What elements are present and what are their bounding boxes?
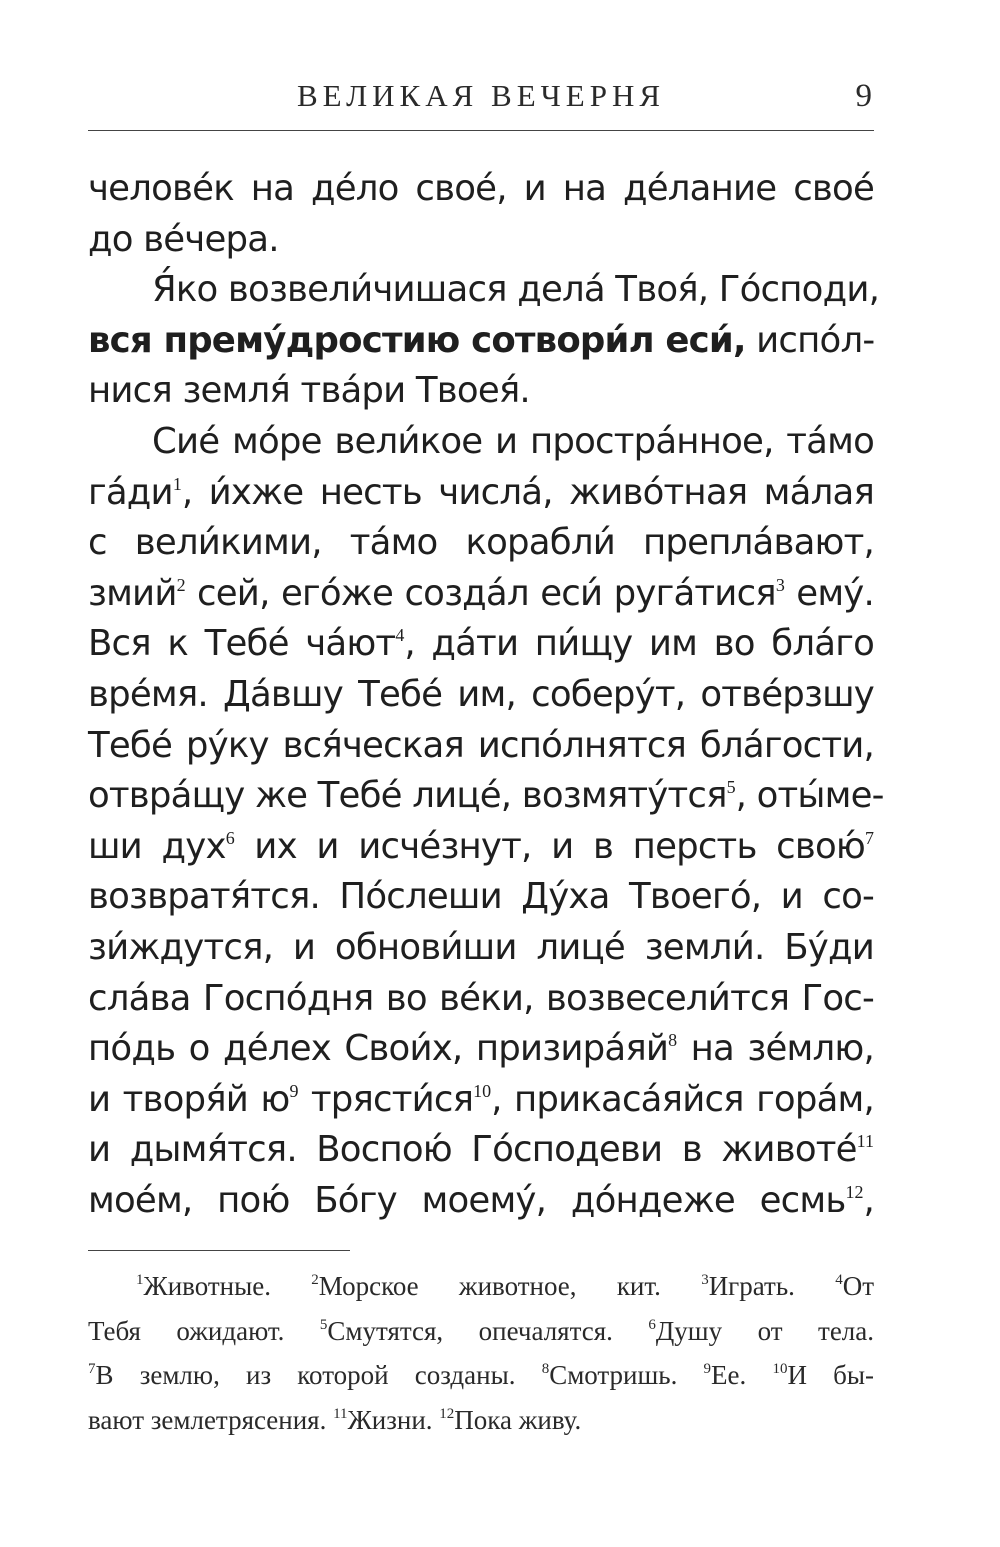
footnote-mark: 11 bbox=[856, 1131, 874, 1152]
page-number: 9 bbox=[855, 78, 872, 114]
text-line: и творя́й $ю^9$ $трясти́ся^{10}$, прикаса́яйся гора́м, bbox=[88, 1078, 874, 1120]
footnotes bbox=[88, 1264, 874, 1442]
main-text bbox=[88, 164, 884, 1226]
text-line: $га́ди^1$, и́хже несть числа́, живо́тная ма́лая bbox=[88, 471, 874, 513]
footnote-12: Пока живу. bbox=[454, 1404, 582, 1435]
footnote-mark: 9 bbox=[289, 1080, 299, 1101]
text-line: Я́ко возвели́чишася дела́ Твоя́, Го́споди, bbox=[152, 269, 880, 311]
footnote-mark: 6 bbox=[225, 827, 235, 848]
text-line: Вся к Тебе́ $ча́ют^4$, да́ти пи́щу им во бла́го bbox=[88, 623, 874, 665]
text-line: отвра́щу же Тебе́ лице́, возмяту́тся$^5$, оты́ме- bbox=[88, 775, 884, 817]
footnote-6: Душу от тела. bbox=[655, 1315, 875, 1346]
footnote-5: Смутятся, опечалятся. bbox=[327, 1315, 613, 1346]
footnote-mark: 1 bbox=[172, 473, 182, 494]
footnote-mark: 12 bbox=[845, 1181, 864, 1202]
text-line: челове́к на де́ло свое́, и на де́лание свое́ bbox=[88, 168, 874, 209]
text-line: ши дух$^6$ их и исче́знут, и в персть свою́$^7$ bbox=[88, 825, 874, 867]
footnote-mark: 4 bbox=[395, 625, 405, 646]
text-line: до ве́чера. bbox=[88, 218, 279, 260]
text-line: и дымя́тся. Воспою́ Го́сподеви в животе́$^{11}$ bbox=[88, 1129, 874, 1171]
footnote-3: Играть. bbox=[708, 1271, 795, 1301]
running-title: ВЕЛИКАЯ ВЕЧЕРНЯ bbox=[296, 78, 666, 113]
footnote-mark: 10 bbox=[473, 1080, 492, 1101]
footnote-9: Ее. bbox=[711, 1360, 747, 1390]
text-line: Сие́ мо́ре вели́кое и простра́нное, та́мо bbox=[152, 420, 874, 462]
footnote-line: Тебя ожидают. $^5$Смутятся, опечалятся. $^6$Душу от тела. bbox=[88, 1315, 875, 1346]
text-line: вре́мя. Да́вшу Тебе́ им, соберу́т, отве́рзшу bbox=[88, 673, 874, 715]
footnote-11: Жизни. bbox=[347, 1404, 433, 1435]
footnote-line: $^7$В землю, из которой созданы. $^8$Смотришь. $^9$Ее. $^{10}$И бы- bbox=[88, 1360, 875, 1390]
text-line: змий$^2$ сей, его́же созда́л еси́ руга́тися$^3$ ему́. bbox=[88, 572, 874, 614]
text-line: по́дь о де́лех Свои́х, $призира́яй^8$ на зе́млю, bbox=[88, 1028, 874, 1070]
text-line: сла́ва Госпо́дня во ве́ки, возвесели́тся Гос- bbox=[88, 977, 874, 1019]
footnote-mark: 2 bbox=[176, 574, 186, 595]
header-rule bbox=[88, 130, 874, 131]
bold-phrase: вся прему́дростию сотвори́л еси́, bbox=[88, 319, 746, 361]
text-line: возвратя́тся. По́слеши Ду́ха Твоего́, и со- bbox=[88, 876, 874, 918]
footnote-7: В землю, из которой созданы. bbox=[95, 1360, 516, 1390]
running-header bbox=[88, 78, 874, 118]
footnote-mark: 7 bbox=[865, 827, 874, 848]
footnote-line: $^1$Животные. $^2$Морское животное, кит. $^3$Играть. $^4$От bbox=[136, 1271, 875, 1301]
footnote-mark: 8 bbox=[668, 1030, 678, 1051]
footnote-1: Животные. bbox=[143, 1271, 271, 1301]
text-line: с вели́кими, та́мо корабли́ препла́вают, bbox=[88, 522, 874, 564]
text-line: зи́ждутся, и обнови́ши лице́ земли́. Бу́ди bbox=[88, 926, 874, 968]
footnote-mark: 5 bbox=[726, 777, 736, 798]
footnote-line: вают землетрясения. $^{11}$Жизни. $^{12}$Пока живу. bbox=[88, 1404, 582, 1435]
footnote-8: Смотришь. bbox=[549, 1360, 678, 1390]
footnote-4: От bbox=[842, 1271, 875, 1301]
text-line: Тебе́ ру́ку вся́ческая испо́лнятся бла́гости, bbox=[88, 724, 874, 766]
footnote-2: Морское животное, кит. bbox=[318, 1271, 661, 1301]
text-line: мое́м, пою́ Бо́гу моему́, до́ндеже есмь$^{12}$, bbox=[88, 1179, 874, 1221]
text-line: вся прему́дростию сотвори́л еси́, испо́л- bbox=[88, 319, 875, 361]
footnote-rule bbox=[88, 1250, 350, 1251]
footnote-mark: 3 bbox=[775, 574, 785, 595]
text-line: нися земля́ тва́ри Твоея́. bbox=[88, 370, 530, 412]
footnote-10: И бы- bbox=[787, 1360, 875, 1390]
